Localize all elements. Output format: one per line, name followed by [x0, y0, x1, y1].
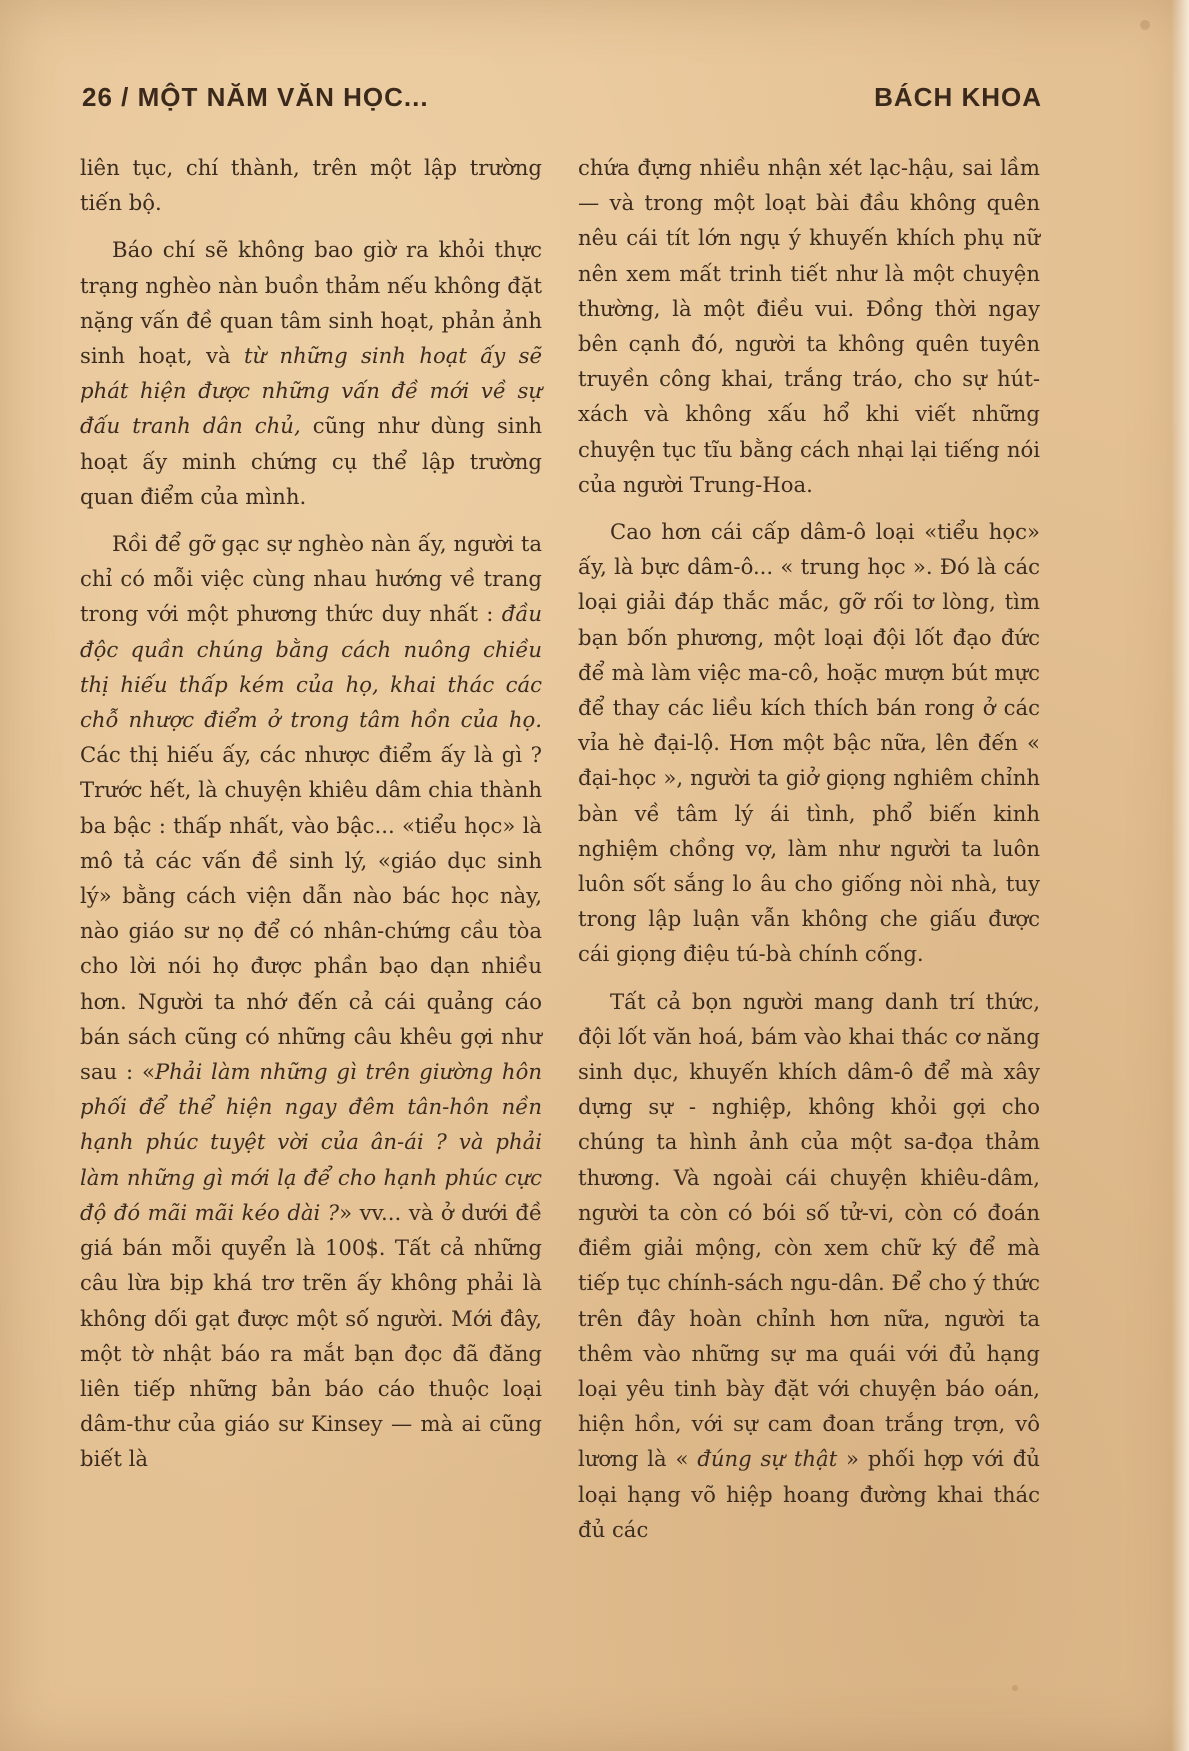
page-header [82, 82, 1042, 122]
paragraph-text: » phối hợp với đủ loại hạng võ hiệp hoang đường khai thác đủ các [578, 1446, 1040, 1542]
paragraph-text: cũng như dùng sinh hoạt ấy minh chứng cụ thể lập trường quan điểm của mình. [80, 413, 542, 509]
paragraph [578, 984, 1040, 1547]
paragraph [80, 150, 542, 220]
left-column [80, 150, 542, 1650]
paragraph-text: Các thị hiếu ấy, các nhược điểm ấy là gì ? Trước hết, là chuyện khiêu dâm chia thành ba bậc : thấp nhất, vào bậc... «tiểu học» là mô tả các vấn đề sinh lý, «giáo dục sinh lý» bằng cách viện dẫn nào bác học này, nào giáo sư nọ để có nhân-chứng cầu tòa cho lời nói họ được phần bạo dạn nhiều hơn. Người ta nhớ đến cả cái quảng cáo bán sách cũng có những câu khêu gợi như sau : « [80, 742, 542, 1085]
paper-stain [1140, 20, 1150, 30]
paper-stain [1012, 1685, 1018, 1691]
paragraph-text: Tất cả bọn người mang danh trí thức, đội lốt văn hoá, bám vào khai thác cơ năng sinh dục, khuyến khích dâm-ô để mà xây dựng sự - nghiệp, không khỏi gợi cho chúng ta hình ảnh của một sa-đọa thảm thương. Và ngoài cái chuyện khiêu-dâm, người ta còn có bói số tử-vi, còn có đoán điềm giải mộng, còn xem chữ ký để mà tiếp tục chính-sách ngu-dân. Để cho ý thức trên đây hoàn chỉnh hơn nữa, người ta thêm vào những sự ma quái với đủ hạng loại yêu tinh bày đặt với chuyện báo oán, hiện hồn, với sự cam đoan trắng trợn, vô lương là « [578, 988, 1040, 1472]
paragraph-text: liên tục, chí thành, trên một lập trường tiến bộ. [80, 155, 542, 216]
paragraph [578, 150, 1040, 502]
running-title: 26 / MỘT NĂM VĂN HỌC... [82, 82, 429, 112]
emphasis-text: từ những sinh hoạt ấy sẽ phát hiện được những vấn đề mới về sự đấu tranh dân chủ, [80, 343, 542, 439]
quoted-ad-text: Phải làm những gì trên giường hôn phối để thể hiện ngay đêm tân-hôn nền hạnh phúc tuyệt vời của ân-ái ? và phải làm những gì mới lạ để cho hạnh phúc cực độ đó mãi mãi kéo dài ? [80, 1059, 542, 1225]
paragraph-text: » vv... và ở dưới đề giá bán mỗi quyển là 100$. Tất cả những câu lừa bịp khá trơ trẽn ấy không phải là không dối gạt được một số người. Mới đây, một tờ nhật báo ra mắt bạn đọc đã đăng liên tiếp những bản báo cáo thuộc loại dâm-thư của giáo sư Kinsey — mà ai cũng biết là [80, 1199, 542, 1472]
paragraph-text: Cao hơn cái cấp dâm-ô loại «tiểu học» ấy, là bực dâm-ô... « trung học ». Đó là các loại giải đáp thắc mắc, gỡ rối tơ lòng, tìm bạn bốn phương, một loại đội lốt đạo đức để mà làm việc ma-cô, hoặc mượn bút mực để thay các liều kích thích bán rong ở các vỉa hè đại-lộ. Hơn một bậc nữa, lên đến « đại-học », người ta giở giọng nghiêm chỉnh bàn về tâm lý ái tình, phổ biến kinh nghiệm chồng vợ, làm như người ta luôn luôn sốt sắng lo âu cho giống nòi nhà, tuy trong lập luận vẫn không che giấu được cái giọng điệu tú-bà chính cống. [578, 519, 1040, 967]
paragraph [80, 232, 542, 514]
magazine-name: BÁCH KHOA [874, 82, 1042, 112]
right-column [578, 150, 1040, 1650]
emphasis-text: đầu độc quần chúng bằng cách nuông chiều thị hiếu thấp kém của họ, khai thác các chỗ nhược điểm ở trong tâm hồn của họ. [80, 601, 542, 733]
paragraph-text: Báo chí sẽ không bao giờ ra khỏi thực trạng nghèo nàn buồn thảm nếu không đặt nặng vấn đề quan tâm sinh hoạt, phản ảnh sinh hoạt, và [80, 237, 542, 369]
paragraph [80, 526, 542, 1476]
paragraph [578, 514, 1040, 972]
paragraph-text: chứa đựng nhiều nhận xét lạc-hậu, sai lầm — và trong một loạt bài đầu không quên nêu cái tít lớn ngụ ý khuyến khích phụ nữ nên xem mất trinh tiết như là một chuyện thường, là một điều vui. Đồng thời ngay bên cạnh đó, người ta không quên tuyên truyền công khai, trắng tráo, cho sự hút-xách và không xấu hổ khi viết những chuyện tục tĩu bằng cách nhại lại tiếng nói của người Trung-Hoa. [578, 155, 1040, 497]
paragraph-text: Rồi để gỡ gạc sự nghèo nàn ấy, người ta chỉ có mỗi việc cùng nhau hướng về trang trong với một phương thức duy nhất : [80, 531, 542, 627]
page-edge [1171, 0, 1189, 1751]
emphasis-text: đúng sự thật [697, 1446, 838, 1472]
